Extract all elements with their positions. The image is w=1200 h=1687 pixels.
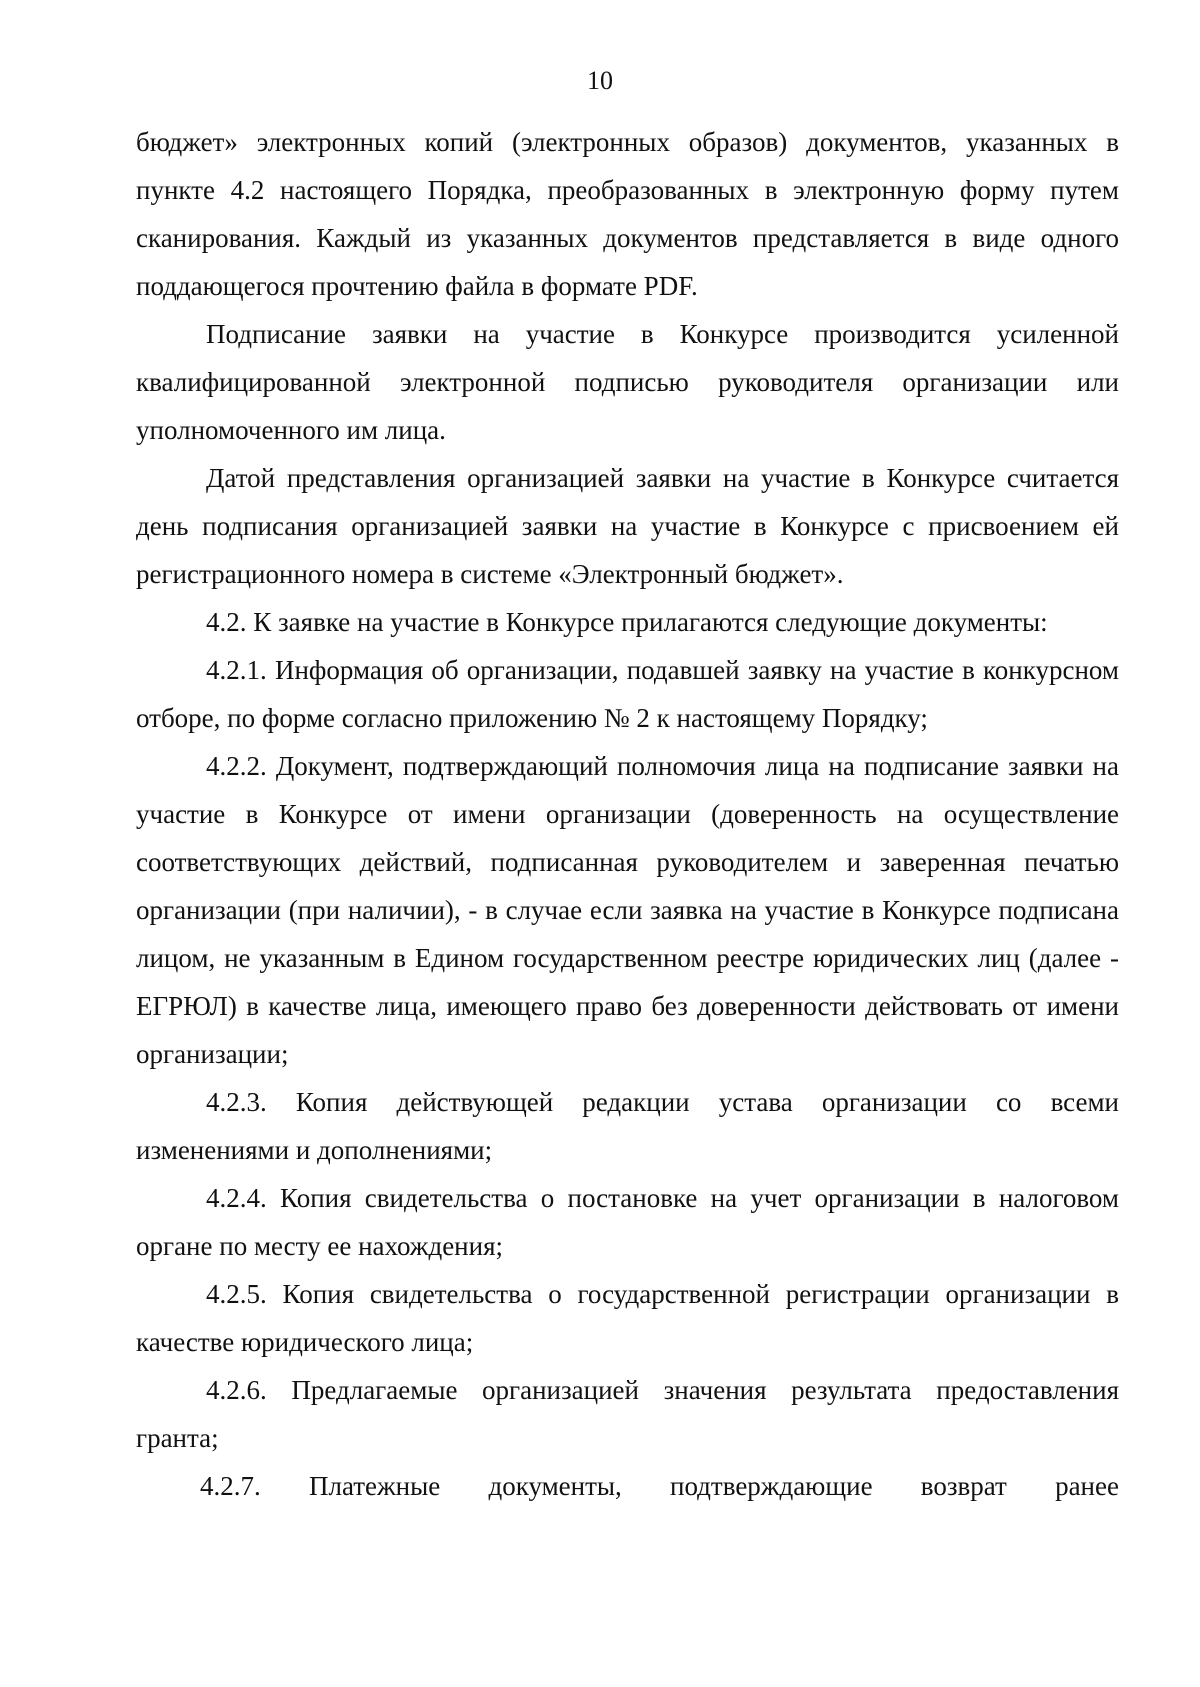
paragraph-signing: Подписание заявки на участие в Конкурсе производится усиленной квалифицированной электронной подписью руководителя организации или уполномоченного им лица. (136, 319, 1119, 445)
word: Платежные (308, 1471, 441, 1501)
paragraph-submission-date: Датой представления организацией заявки на участие в Конкурсе считается день подписания организацией заявки на участие в Конкурсе с присвоением ей регистрационного номера в системе «Электронный бюджет». (136, 463, 1119, 589)
paragraph-4-2-1: 4.2.1. Информация об организации, подавшей заявку на участие в конкурсном отборе, по форме согласно приложению № 2 к настоящему Порядку; (136, 655, 1119, 733)
document-body (136, 118, 1119, 1510)
word: возврат (920, 1471, 1007, 1501)
word: 4.2.7. (200, 1471, 261, 1501)
word: ранее (1055, 1471, 1119, 1501)
paragraph-4-2: 4.2. К заявке на участие в Конкурсе прилагаются следующие документы: (206, 607, 1048, 637)
paragraph-4-2-7 (136, 1462, 1119, 1510)
paragraph-continuation: бюджет» электронных копий (электронных образов) документов, указанных в пункте 4.2 настоящего Порядка, преобразованных в электронную форму путем сканирования. Каждый из указанных документов представляется в виде одного поддающегося прочтению файла в формате PDF. (136, 127, 1119, 301)
paragraph-4-2-6: 4.2.6. Предлагаемые организацией значения результата предоставления гранта; (136, 1375, 1119, 1453)
paragraph-4-2-4: 4.2.4. Копия свидетельства о постановке на учет организации в налоговом органе по месту ее нахождения; (136, 1183, 1119, 1261)
word: подтверждающие (670, 1471, 873, 1501)
page-number: 10 (587, 66, 613, 95)
paragraph-4-2-2: 4.2.2. Документ, подтверждающий полномочия лица на подписание заявки на участие в Конкурсе от имени организации (доверенность на осуществление соответствующих действий, подписанная руководителем и заверенная печатью организации (при наличии), - в случае если заявка на участие в Конкурсе подписана лицом, не указанным в Едином государственном реестре юридических лиц (далее - ЕГРЮЛ) в качестве лица, имеющего право без доверенности действовать от имени организации; (136, 751, 1119, 1069)
paragraph-4-2-5: 4.2.5. Копия свидетельства о государственной регистрации организации в качестве юридического лица; (136, 1279, 1119, 1357)
paragraph-4-2-3: 4.2.3. Копия действующей редакции устава организации со всеми изменениями и дополнениями; (136, 1087, 1119, 1165)
word: документы, (488, 1471, 622, 1501)
